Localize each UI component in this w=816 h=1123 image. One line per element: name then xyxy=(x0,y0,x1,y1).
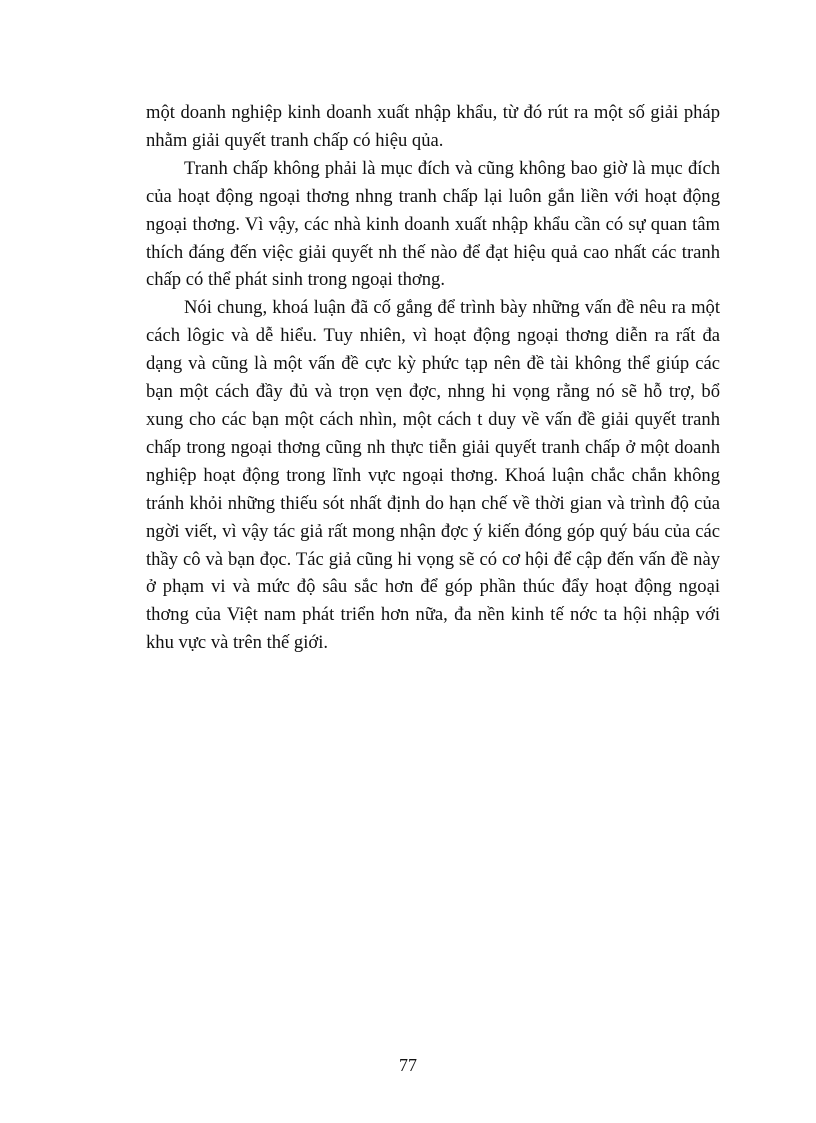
page-number: 77 xyxy=(399,1055,417,1075)
body-text xyxy=(146,99,720,657)
paragraph-continuation: một doanh nghiệp kinh doanh xuất nhập khẩu, từ đó rút ra một số giải pháp nhằm giải quyết tranh chấp có hiệu qủa. xyxy=(146,102,720,151)
paragraph-conclusion: Nói chung, khoá luận đã cố gắng để trình bày những vấn đề nêu ra một cách lôgic và dễ hiểu. Tuy nhiên, vì hoạt động ngoại thơng diễn ra rất đa dạng và cũng là một vấn đề cực kỳ phức tạp nên đề tài không thể giúp các bạn một cách đầy đủ và trọn vẹn đợc, nhng hi vọng rằng nó sẽ hỗ trợ, bổ xung cho các bạn một cách nhìn, một cách t duy về vấn đề giải quyết tranh chấp trong ngoại thơng cũng nh thực tiễn giải quyết tranh chấp ở một doanh nghiệp hoạt động trong lĩnh vực ngoại thơng. Khoá luận chắc chắn không tránh khỏi những thiếu sót nhất định do hạn chế về thời gian và trình độ của ngời viết, vì vậy tác giả rất mong nhận đợc ý kiến đóng góp quý báu của các thầy cô và bạn đọc. Tác giả cũng hi vọng sẽ có cơ hội để cập đến vấn đề này ở phạm vi và mức độ sâu sắc hơn để góp phần thúc đẩy hoạt động ngoại thơng của Việt nam phát triển hơn nữa, đa nền kinh tế nớc ta hội nhập với khu vực và trên thế giới. xyxy=(146,297,720,654)
paragraph-dispute-purpose: Tranh chấp không phải là mục đích và cũng không bao giờ là mục đích của hoạt động ngoại thơng nhng tranh chấp lại luôn gắn liền với hoạt động ngoại thơng. Vì vậy, các nhà kinh doanh xuất nhập khẩu cần có sự quan tâm thích đáng đến việc giải quyết nh thế nào để đạt hiệu quả cao nhất các tranh chấp có thể phát sinh trong ngoại thơng. xyxy=(146,157,720,291)
